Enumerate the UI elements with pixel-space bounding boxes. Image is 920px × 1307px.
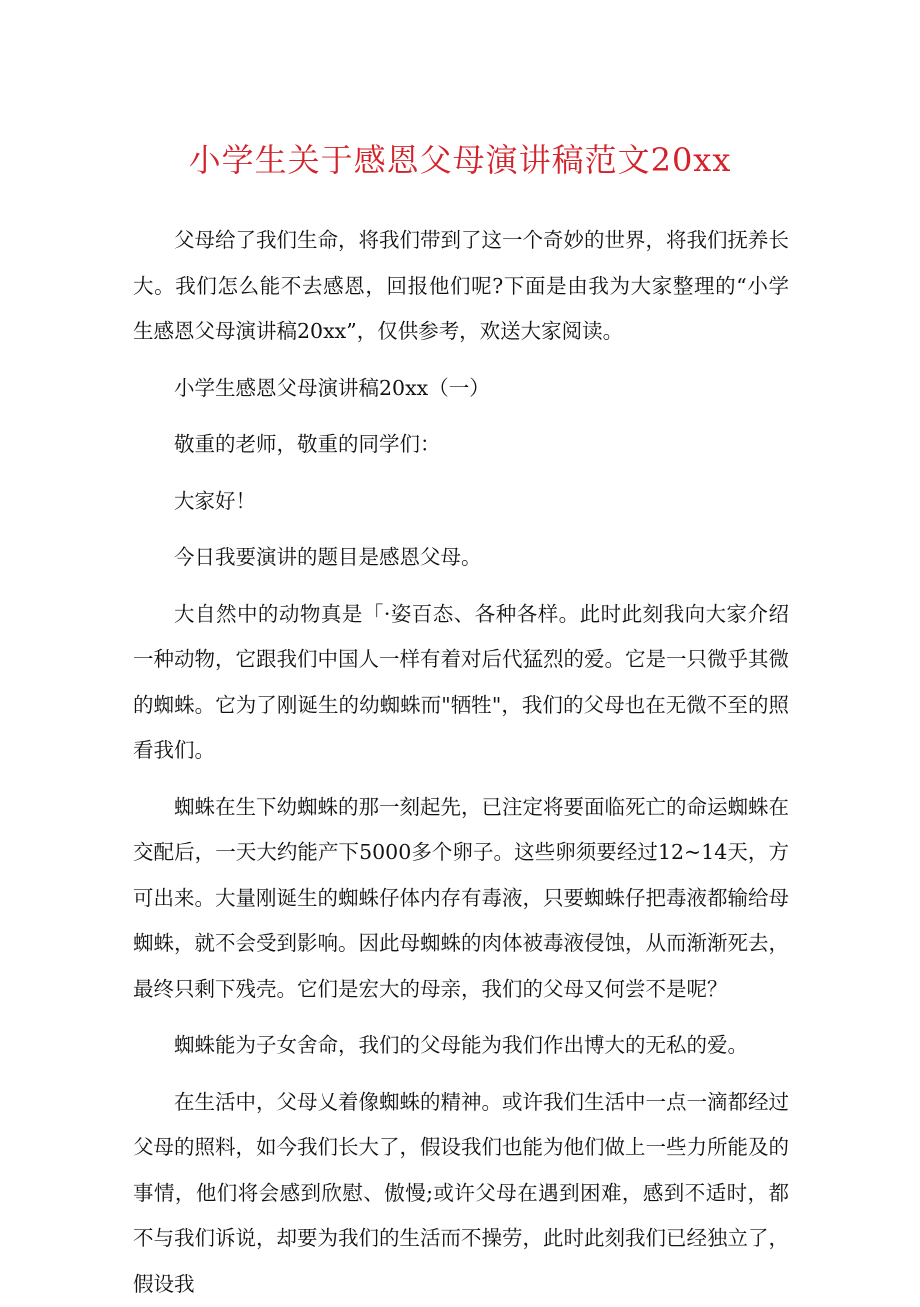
paragraph-spider-intro: 大自然中的动物真是「·姿百态、各种各样。此时此刻我向大家介绍一种动物，它跟我们中国人一样有着对后代猛烈的爱。它是一只微乎其微的蜘蛛。它为了刚诞生的幼蜘蛛而"牺牲"，我们的父母也在无微不至的照看我们。 (133, 592, 789, 774)
paragraph-greeting: 大家好！ (133, 479, 789, 525)
paragraph-daily-life: 在生活中，父母乂着像蜘蛛的精神。或许我们生活中一点一滴都经过父母的照料，如今我们长大了，假设我们也能为他们做上一些力所能及的事情，他们将会感到欣慰、傲慢;或许父母在遇到困难，感到不适时，都不与我们诉说，却要为我们的生活而不操劳，此时此刻我们已经独立了，假设我 (133, 1080, 789, 1307)
document-title: 小学生关于感恩父母演讲稿范文20xx (0, 136, 920, 184)
document-body (133, 218, 789, 1307)
paragraph-intro: 父母给了我们生命，将我们带到了这一个奇妙的世界，将我们抚养长大。我们怎么能不去感恩，回报他们呢?下面是由我为大家整理的“小学生感恩父母演讲稿20xx”，仅供参考，欢送大家阅读。 (133, 218, 789, 355)
paragraph-speech-heading: 小学生感恩父母演讲稿20xx（一） (133, 366, 789, 412)
paragraph-topic: 今日我要演讲的题目是感恩父母。 (133, 535, 789, 581)
paragraph-spider-story: 蜘蛛在生下幼蜘蛛的那一刻起先，已注定将要面临死亡的命运蜘蛛在交配后，一天大约能产下5000多个卵子。这些卵须要经过12~14天，方可出来。大量刚诞生的蜘蛛仔体内存有毒液，只要蜘蛛仔把毒液都输给母蜘蛛，就不会受到影响。因此母蜘蛛的肉体被毒液侵蚀，从而渐渐死去，最终只剩下残壳。它们是宏大的母亲，我们的父母又何尝不是呢？ (133, 785, 789, 1013)
paragraph-spider-love: 蜘蛛能为子女舍命，我们的父母能为我们作出博大的无私的爱。 (133, 1023, 789, 1069)
paragraph-salutation: 敬重的老师，敬重的同学们： (133, 422, 789, 468)
